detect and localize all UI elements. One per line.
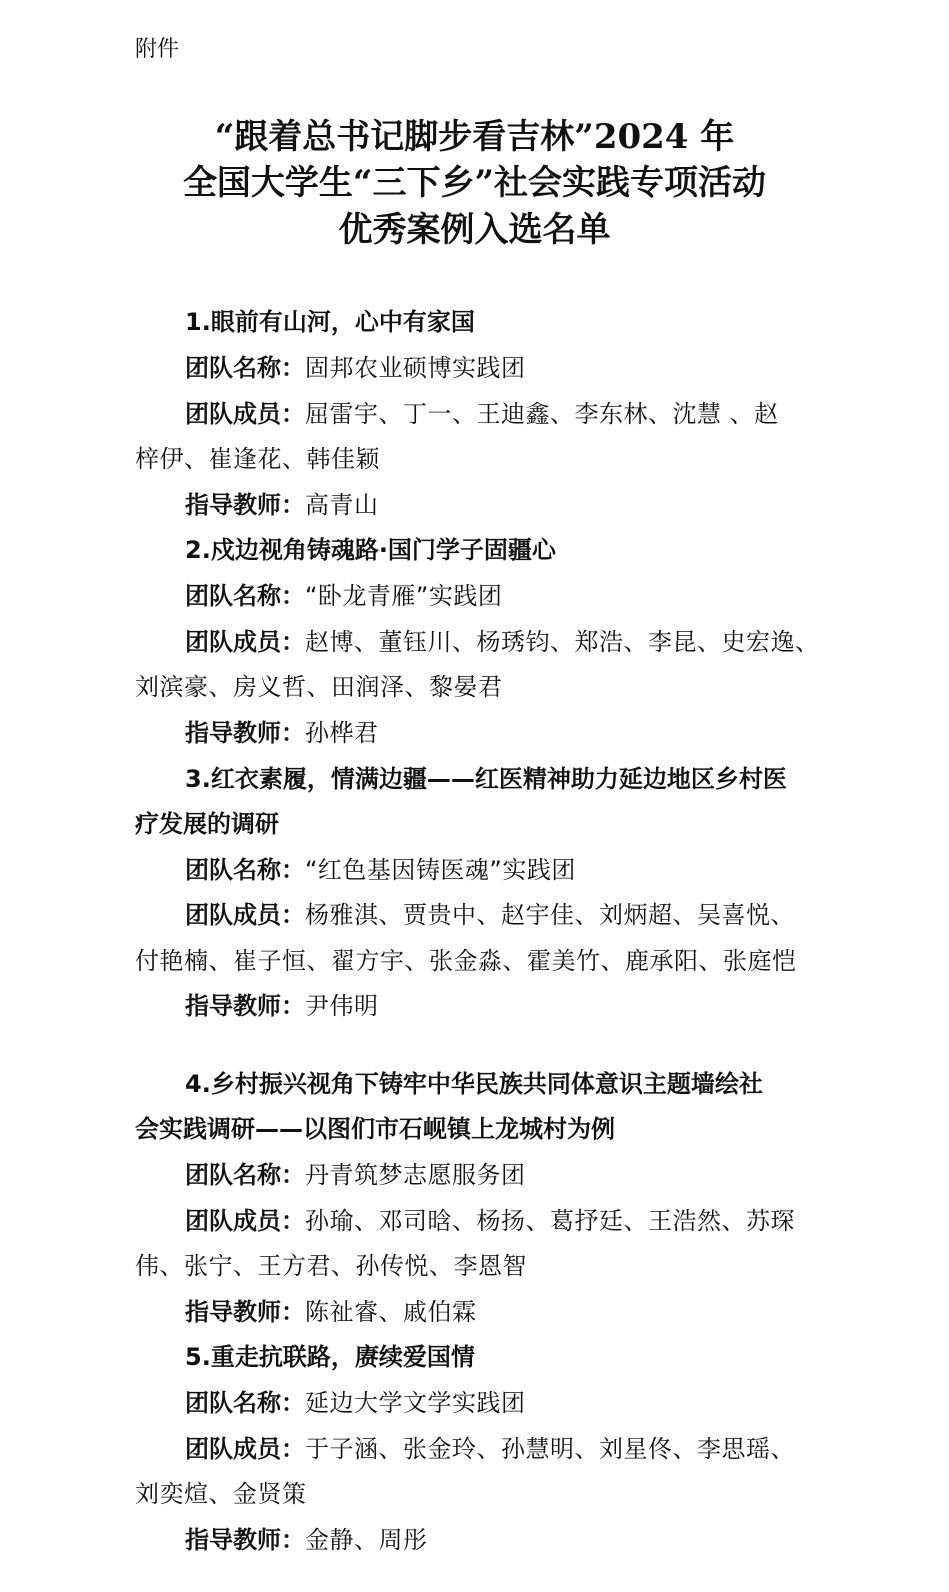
case-3-members	[185, 899, 865, 931]
case-3-members-cont: 付艳楠、崔子恒、翟方宇、张金淼、霍美竹、鹿承阳、张庭恺	[135, 947, 797, 975]
members-label: 团队成员：	[185, 1435, 305, 1463]
advisor-name: 陈祉睿、戚伯霖	[305, 1298, 477, 1326]
advisor-name: 尹伟明	[305, 992, 379, 1020]
case-4-members	[185, 1205, 865, 1237]
case-3-advisor	[185, 990, 865, 1022]
team-name: “红色基因铸医魂”实践团	[305, 856, 576, 884]
members-label: 团队成员：	[185, 901, 305, 929]
advisor-label: 指导教师：	[185, 1298, 305, 1326]
attachment-label: 附件	[135, 37, 180, 62]
title-line-2: 全国大学生“三下乡”社会实践专项活动	[182, 163, 767, 203]
members-line-1: 孙瑜、邓司晗、杨扬、葛抒廷、王浩然、苏琛	[305, 1207, 795, 1235]
advisor-label: 指导教师：	[185, 992, 305, 1020]
members-line-1: 赵博、董钰川、杨琇钧、郑浩、李昆、史宏逸、	[305, 628, 820, 656]
case-1-members-cont: 梓伊、崔逢花、韩佳颖	[135, 445, 380, 473]
case-3-title-cont: 疗发展的调研	[135, 810, 279, 838]
case-4-title-cont: 会实践调研——以图们市石岘镇上龙城村为例	[135, 1115, 615, 1143]
case-4-team	[185, 1159, 865, 1191]
case-1-team	[185, 352, 865, 384]
advisor-label: 指导教师：	[185, 1526, 305, 1554]
case-5-members-cont: 刘奕煊、金贤策	[135, 1480, 307, 1508]
members-line-1: 于子涵、张金玲、孙慧明、刘星佟、李思瑶、	[305, 1435, 795, 1463]
team-name: 丹青筑梦志愿服务团	[305, 1161, 526, 1189]
case-1-members	[185, 398, 865, 430]
team-name: “卧龙青雁”实践团	[305, 582, 503, 610]
team-label: 团队名称：	[185, 1389, 305, 1417]
members-line-1: 屈雷宇、丁一、王迪鑫、李东林、沈慧 、赵	[305, 400, 779, 428]
advisor-label: 指导教师：	[185, 719, 305, 747]
title-line-1: “跟着总书记脚步看吉林”2024 年	[214, 117, 735, 157]
members-label: 团队成员：	[185, 400, 305, 428]
team-name: 延边大学文学实践团	[305, 1389, 526, 1417]
case-2-title: 2.戍边视角铸魂路·国门学子固疆心	[185, 536, 556, 564]
case-4-advisor	[185, 1296, 865, 1328]
members-label: 团队成员：	[185, 628, 305, 656]
title-line-3: 优秀案例入选名单	[338, 210, 611, 250]
advisor-label: 指导教师：	[185, 491, 305, 519]
case-4-title: 4.乡村振兴视角下铸牢中华民族共同体意识主题墙绘社	[185, 1070, 763, 1098]
case-5-members	[185, 1433, 865, 1465]
case-2-advisor	[185, 717, 865, 749]
team-label: 团队名称：	[185, 354, 305, 382]
case-1-title: 1.眼前有山河，心中有家国	[185, 308, 475, 336]
case-2-members-cont: 刘滨豪、房义哲、田润泽、黎晏君	[135, 673, 503, 701]
case-4-members-cont: 伟、张宁、王方君、孙传悦、李恩智	[135, 1252, 527, 1280]
case-1-advisor	[185, 489, 865, 521]
members-label: 团队成员：	[185, 1207, 305, 1235]
team-label: 团队名称：	[185, 582, 305, 610]
case-5-title: 5.重走抗联路，赓续爱国情	[185, 1343, 475, 1371]
advisor-name: 孙桦君	[305, 719, 379, 747]
members-line-1: 杨雅淇、贾贵中、赵宇佳、刘炳超、吴喜悦、	[305, 901, 795, 929]
case-2-team	[185, 580, 865, 612]
case-5-advisor	[185, 1524, 865, 1556]
advisor-name: 金静、周彤	[305, 1526, 428, 1554]
case-3-team	[185, 854, 865, 886]
team-label: 团队名称：	[185, 856, 305, 884]
case-5-team	[185, 1387, 865, 1419]
case-2-members	[185, 626, 865, 658]
team-label: 团队名称：	[185, 1161, 305, 1189]
team-name: 固邦农业硕博实践团	[305, 354, 526, 382]
advisor-name: 高青山	[305, 491, 379, 519]
case-3-title: 3.红衣素履，情满边疆——红医精神助力延边地区乡村医	[185, 765, 787, 793]
